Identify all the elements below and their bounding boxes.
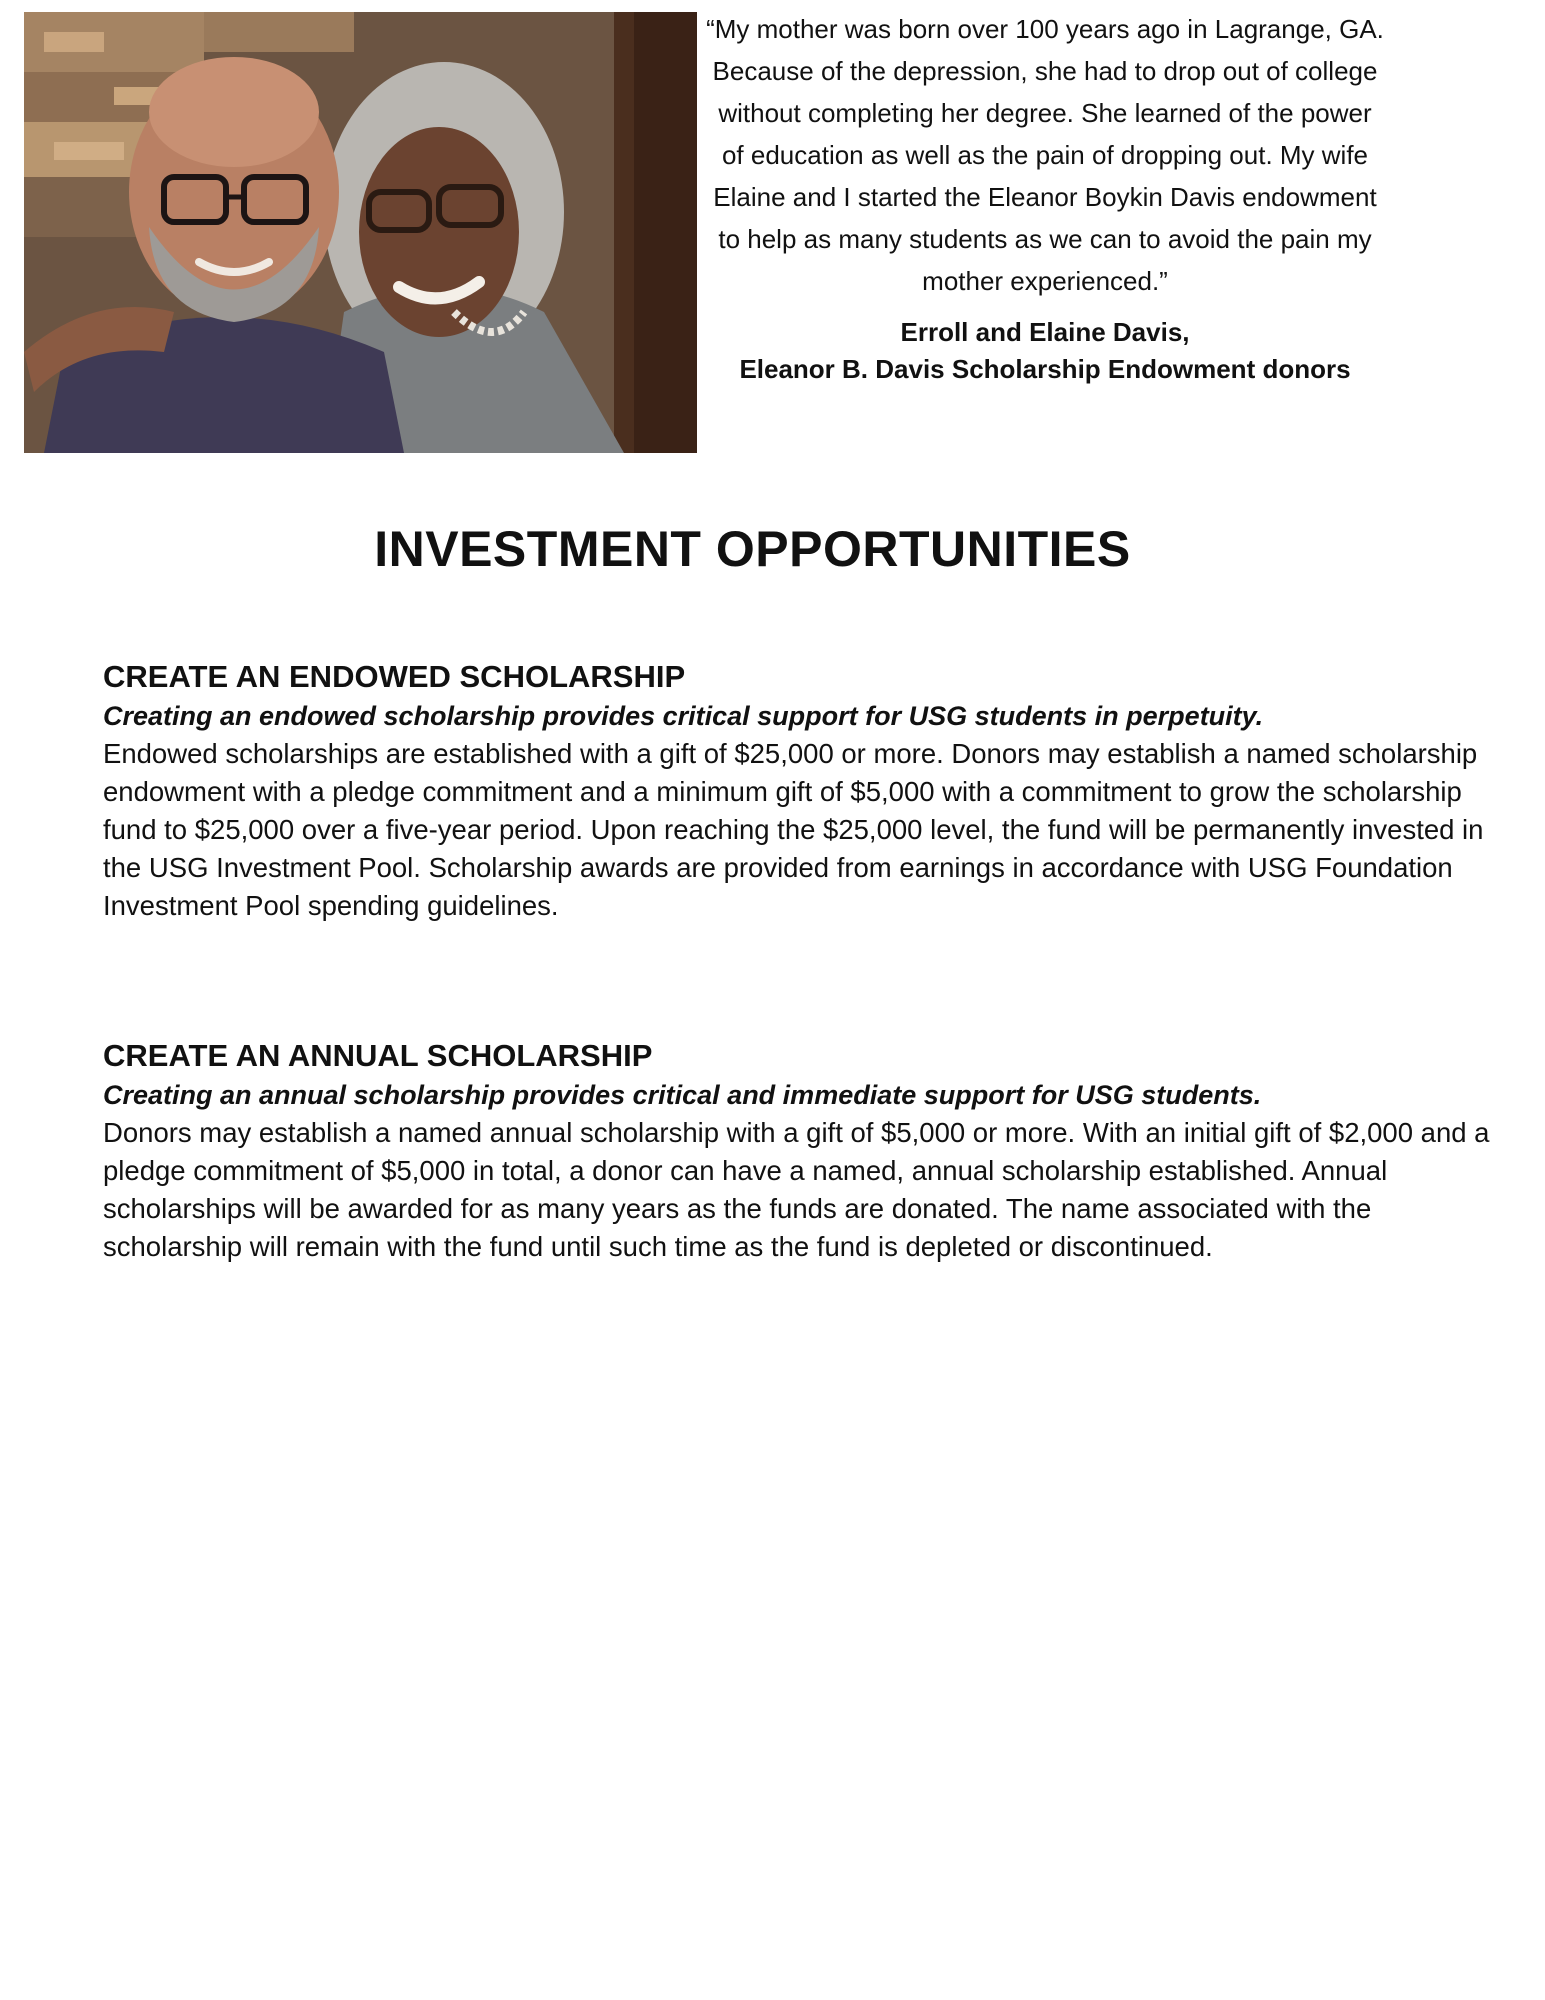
quote-text: “My mother was born over 100 years ago in Lagrange, GA. Because of the depression, she had to drop out of college without completing her degree. She learned of the power of education as well as the pain of dropping out. My wife Elaine and I started the Eleanor Boykin Davis endowment to help as many students as we can to avoid the pain my mother experienced.” [706,14,1384,296]
section-heading: CREATE AN ANNUAL SCHOLARSHIP [103,1038,653,1073]
annual-scholarship-section [103,1035,1503,1266]
section-body: Endowed scholarships are established with a gift of $25,000 or more. Donors may establish a named scholarship endowment with a pledge commitment and a minimum gift of $5,000 with a commitment to grow the scholarship fund to $25,000 over a five-year period. Upon reaching the $25,000 level, the fund will be permanently invested in the USG Investment Pool. Scholarship awards are provided from earnings in accordance with USG Foundation Investment Pool spending guidelines. [103,738,1484,921]
section-body: Donors may establish a named annual scholarship with a gift of $5,000 or more. With an initial gift of $2,000 and a pledge commitment of $5,000 in total, a donor can have a named, annual scholarship established. Annual scholarships will be awarded for as many years as the funds are donated. The name associated with the scholarship will remain with the fund until such time as the fund is depleted or discontinued. [103,1117,1490,1262]
page-title: INVESTMENT OPPORTUNITIES [374,521,1131,577]
endowed-scholarship-section [103,656,1503,925]
quote-attribution [700,314,1390,388]
donor-quote [700,8,1390,388]
attribution-names: Erroll and Elaine Davis, [900,317,1190,347]
section-lead: Creating an endowed scholarship provides critical support for USG students in perpetuity. [103,701,1264,731]
section-heading: CREATE AN ENDOWED SCHOLARSHIP [103,659,686,694]
section-lead: Creating an annual scholarship provides critical and immediate support for USG students. [103,1080,1262,1110]
attribution-role: Eleanor B. Davis Scholarship Endowment donors [739,354,1351,384]
donor-photo [24,12,697,453]
